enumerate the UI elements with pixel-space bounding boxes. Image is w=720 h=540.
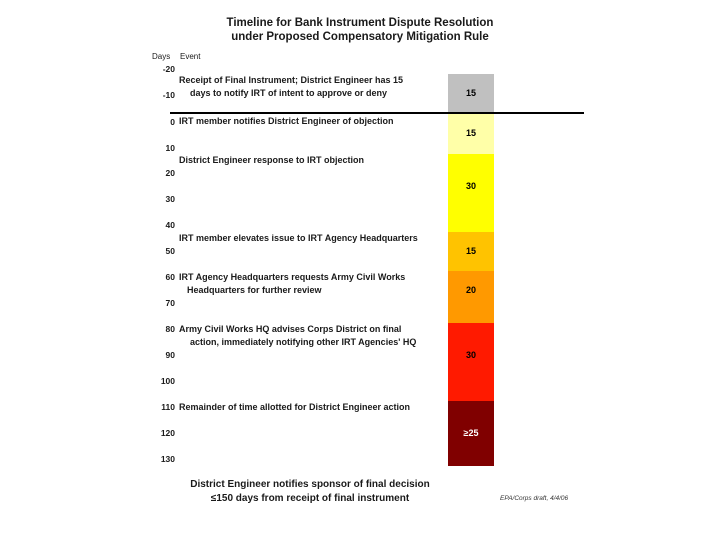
timeline-segment-army-advises <box>448 323 494 401</box>
diagram-title-line2: under Proposed Compensatory Mitigation Rule <box>231 31 489 43</box>
day-zero-divider <box>170 112 584 114</box>
day-label: 130 <box>160 454 175 464</box>
day-label: 70 <box>165 298 175 308</box>
footer-line1: District Engineer notifies sponsor of final decision <box>190 479 430 490</box>
timeline-segment-army-review <box>448 271 494 323</box>
day-label: -20 <box>162 64 175 74</box>
diagram-title-line1: Timeline for Bank Instrument Dispute Resolution <box>226 17 494 29</box>
day-label: 100 <box>160 376 175 386</box>
event-de-response: District Engineer response to IRT objection <box>179 155 365 165</box>
day-label: 10 <box>165 143 175 153</box>
event-army-advises-line2: action, immediately notifying other IRT Agencies' HQ <box>190 337 417 347</box>
event-receipt-line1: Receipt of Final Instrument; District Engineer has 15 <box>179 75 404 85</box>
day-label: 90 <box>165 350 175 360</box>
duration-label: 30 <box>465 181 476 191</box>
event-irt-notifies: IRT member notifies District Engineer of objection <box>179 116 394 126</box>
source-credit: EPA/Corps draft, 4/4/06 <box>500 495 569 502</box>
day-label: 40 <box>165 220 175 230</box>
duration-label: 30 <box>465 350 476 360</box>
event-column-header: Event <box>180 52 201 61</box>
day-label: 20 <box>165 168 175 178</box>
event-remainder: Remainder of time allotted for District Engineer action <box>179 402 411 412</box>
timeline-segment-elevation-window <box>448 154 494 232</box>
day-label: 110 <box>161 402 175 412</box>
day-label: 120 <box>160 428 175 438</box>
event-army-advises-line1: Army Civil Works HQ advises Corps District on final <box>179 324 402 334</box>
duration-label: 15 <box>465 246 476 256</box>
footer-line2: ≤150 days from receipt of final instrument <box>210 493 410 504</box>
event-receipt-line2: days to notify IRT of intent to approve or deny <box>190 88 388 98</box>
duration-label: 15 <box>465 128 476 138</box>
day-label: 30 <box>165 194 175 204</box>
duration-label: 20 <box>465 285 476 295</box>
duration-label: ≥25 <box>463 428 479 438</box>
duration-label: 15 <box>465 88 476 98</box>
day-label: 80 <box>165 324 175 334</box>
day-label: -10 <box>162 90 175 100</box>
days-column-header: Days <box>152 52 171 61</box>
event-hq-requests-line1: IRT Agency Headquarters requests Army Civil Works <box>179 272 406 282</box>
day-label: 60 <box>165 272 175 282</box>
event-irt-elevates: IRT member elevates issue to IRT Agency Headquarters <box>179 233 418 243</box>
event-hq-requests-line2: Headquarters for further review <box>187 285 322 295</box>
day-label: 0 <box>170 117 175 127</box>
day-label: 50 <box>165 246 175 256</box>
